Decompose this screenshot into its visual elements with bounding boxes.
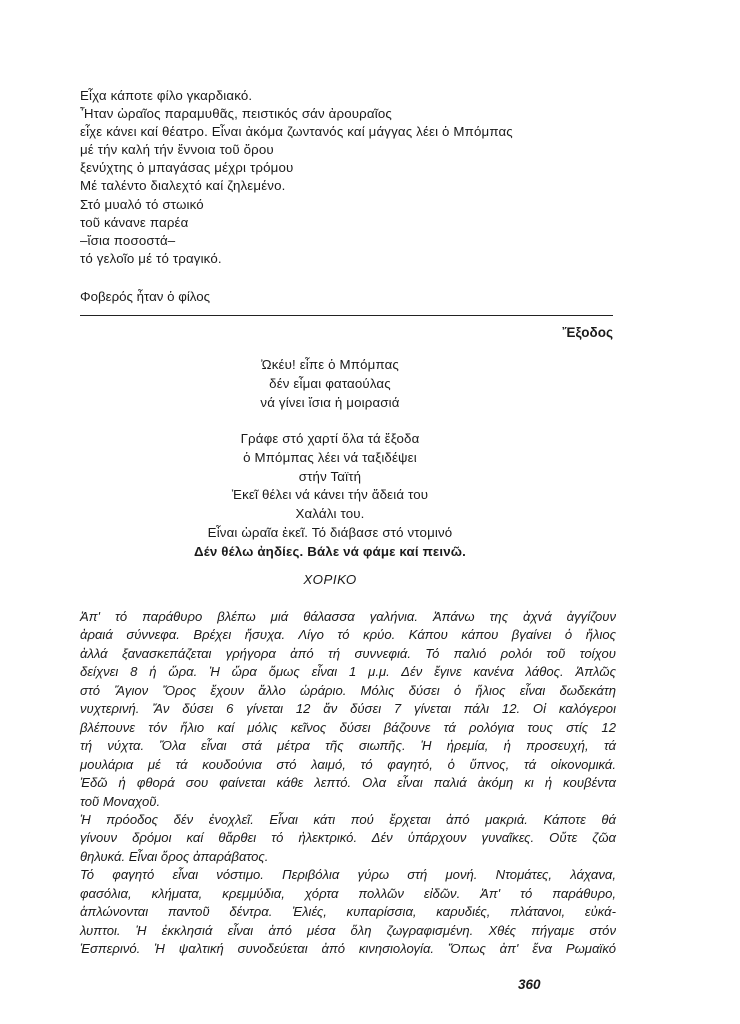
stanza-line: Ὠκέυ! εἶπε ὁ Μπόμπας (261, 357, 399, 372)
poem-line: εἶχε κάνει καί θέατρο. Εἶναι ἀκόμα ζωντανός καί μάγγας λέει ὁ Μπόμπας (80, 124, 513, 140)
stanza-line: Ἐκεῖ θέλει νά κάνει τήν ἄδειά του (231, 487, 429, 503)
prose-line: νυχτερινή. Ἄν δύσει 6 γίνεται 12 ἄν δύσει 7 γίνεται πάλι 12. Οἱ καλόγεροι (80, 701, 616, 717)
prose-line: τοῦ Μοναχοῦ. (80, 793, 161, 809)
prose-line: τή νύχτα. Ὅλα εἶναι στά μέτρα τῆς σιωπῆς. Ἡ ἠρεμία, ἡ προσευχή, τά (80, 738, 616, 754)
prose-line: Ἑσπερινό. Ἡ ψαλτική συνοδεύεται ἀπό κινησιολογία. Ὅπως ἀπ' ἕνα Ρωμαϊκό (80, 941, 616, 957)
prose-line: μουλάρια μέ τά κουδούνια στό λαιμό, τό φαγητό, ὁ ὕπνος, τά οἰκονομικά. (80, 756, 616, 772)
prose-line: βλέπουνε τόν ἥλιο καί μόλις κεῖνος δύσει βάζουνε τά ρολόγια τους στίς 12 (80, 719, 616, 735)
stanza-line: Γράφε στό χαρτί ὅλα τά ἔξοδα (240, 431, 420, 446)
chorus-prose (80, 608, 616, 959)
poem-line: τοῦ κάνανε παρέα (80, 214, 189, 230)
prose-line: δείχνει 8 ἡ ὥρα. Ἡ ὥρα ὅμως εἶναι 1 μ.μ. Δέν ἔγινε κανένα λάθος. Ἁπλῶς (80, 664, 616, 680)
stanza-line: δέν εἶμαι φαταούλας (269, 375, 391, 391)
prose-line: φασόλια, κλήματα, κρεμμύδια, χόρτα πολλῶν εἰδῶν. Ἀπ' τό παράθυρο, (80, 885, 616, 901)
stanza-two (140, 430, 520, 562)
section-heading: Ἔξοδος (562, 325, 613, 340)
stanza-line: νά γίνει ἴσια ἡ μοιρασιά (260, 394, 400, 410)
poem-line: μέ τήν καλή τήν ἔννοια τοῦ ὅρου (80, 142, 274, 158)
opening-poem (80, 87, 640, 268)
stanza-line: Χαλάλι του. (295, 506, 365, 522)
poem-line: Στό μυαλό τό στωικό (80, 196, 204, 212)
prose-line: ἁπλώνονται παντοῦ δέντρα. Ἐλιές, κυπαρίσσια, καρυδιές, πλάτανοι, εὐκά- (80, 904, 616, 920)
stanza-line: στήν Ταϊτή (298, 468, 362, 484)
chorus-title: ΧΟΡΙΚΟ (303, 572, 357, 587)
stanza-one (140, 356, 520, 412)
prose-line: θηλυκά. Εἶναι ὅρος ἀπαράβατος. (80, 848, 269, 864)
stanza-line: Εἶναι ὡραῖα ἐκεῖ. Τό διάβασε στό ντομινό (207, 524, 453, 540)
prose-line: γίνουν δρόμοι καί θἄρθει τό ἠλεκτρικό. Δέν ὑπάρχουν γυναῖκες. Οὔτε ζῶα (80, 830, 616, 846)
stanza-bold-line: Δέν θέλω ἀηδίες. Βάλε νά φάμε καί πεινῶ. (194, 543, 466, 559)
page-number: 360 (518, 977, 541, 992)
prose-line: ἀλλά ξανασκεπάζεται γρήγορα ἀπό τή συννεφιά. Τό παλιό ρολόι τοῦ τοίχου (80, 645, 616, 661)
poem-line: –ἴσια ποσοστά– (80, 232, 176, 248)
poem-line: Ἦταν ὡραῖος παραμυθᾶς, πειστικός σάν ἀρουραῖος (80, 106, 392, 122)
section-divider (80, 315, 613, 316)
poem-line: τό γελοῖο μέ τό τραγικό. (80, 250, 222, 266)
poem-line: ξενύχτης ὁ μπαγάσας μέχρι τρόμου (80, 160, 294, 176)
prose-line: Ἐδῶ ἡ φθορά σου φαίνεται κάθε λεπτό. Ολα εἶναι παλιά ἀκόμη κι ἡ κουβέντα (80, 775, 616, 791)
prose-line: λυπτοι. Ἡ ἐκκλησιά εἶναι ἀπό μέσα ὅλη ζωγραφισμένη. Χθές πήγαμε στόν (80, 922, 616, 938)
stanza-line: ὁ Μπόμπας λέει νά ταξιδέψει (243, 449, 417, 465)
poem-line: Μέ ταλέντο διαλεχτό καί ζηλεμένο. (80, 178, 286, 194)
prose-line: Τό φαγητό εἶναι νόστιμο. Περιβόλια γύρω στή μονή. Ντομάτες, λάχανα, (80, 867, 616, 883)
prose-line: ἀραιά σύννεφα. Βρέχει ἥσυχα. Λίγο τό κρύο. Κάπου κάπου βγαίνει ὁ ἥλιος (80, 627, 616, 643)
prose-line: στό Ἅγιον Ὄρος ἔχουν ἄλλο ὡράριο. Μόλις δύσει ὁ ἥλιος εἶναι δωδεκάτη (80, 682, 616, 698)
prose-line: Ἀπ' τό παράθυρο βλέπω μιά θάλασσα γαλήνια. Ἀπάνω της ἀχνά ἀγγίζουν (80, 609, 616, 624)
poem-line: Εἶχα κάποτε φίλο γκαρδιακό. (80, 88, 253, 103)
prose-line: Ἡ πρόοδος δέν ἐνοχλεῖ. Εἶναι κάτι πού ἔρχεται ἀπό μακριά. Κάποτε θά (80, 811, 616, 827)
poem-closing-line: Φοβερός ἦταν ὁ φίλος (80, 289, 211, 304)
